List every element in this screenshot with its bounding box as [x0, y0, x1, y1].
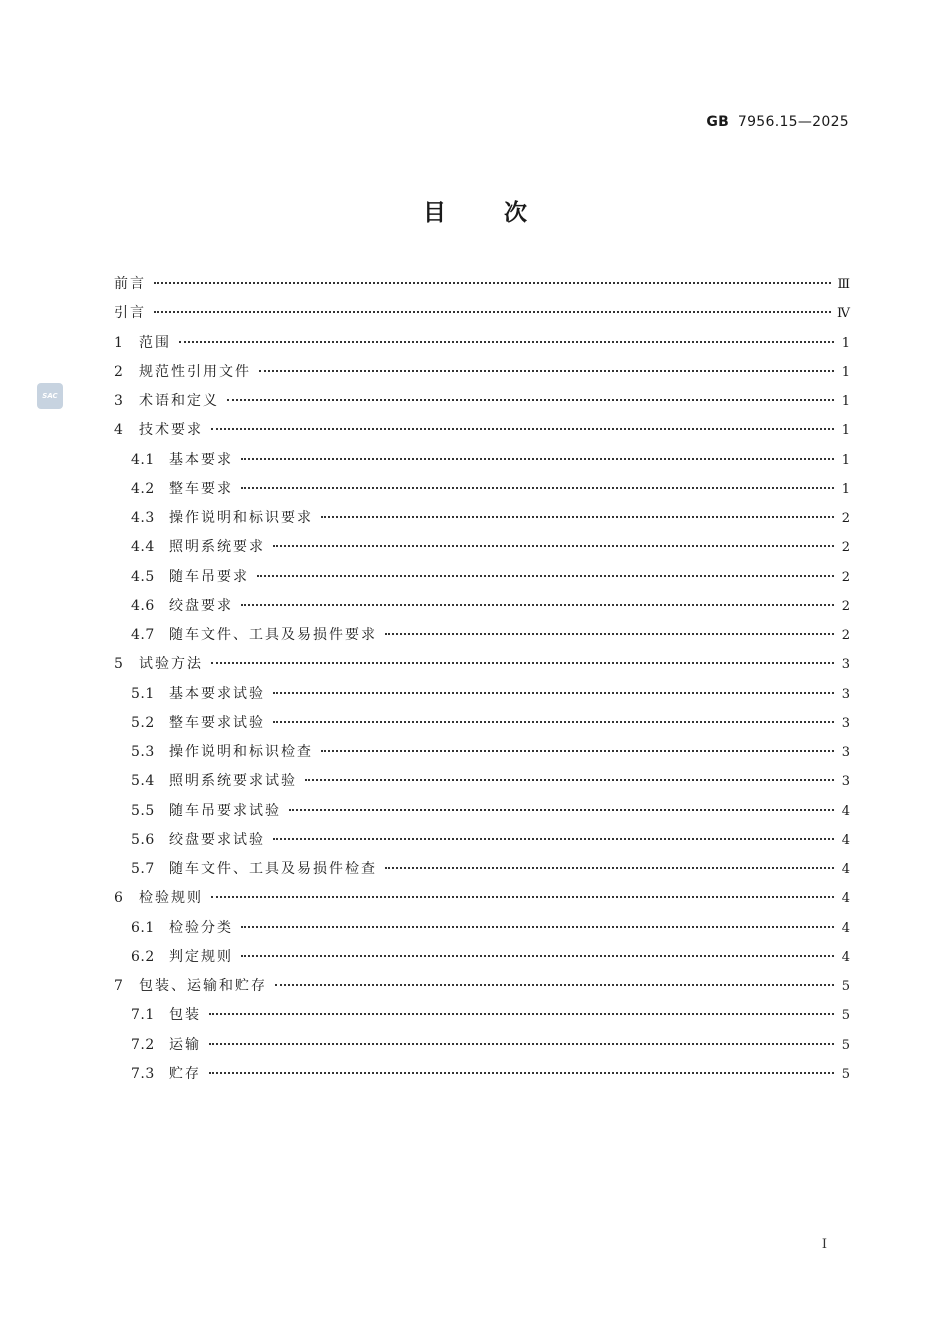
dot-leader [273, 720, 834, 723]
toc-entry-page: 5 [841, 979, 850, 994]
toc-entry-label: 整车要求 [169, 480, 233, 497]
toc-entry-number: 6.1 [131, 919, 155, 936]
standard-number [706, 114, 849, 130]
dot-leader [211, 895, 834, 898]
toc-entry[interactable] [114, 475, 850, 504]
dot-leader [321, 515, 834, 518]
toc-entry-number: 5.7 [131, 861, 155, 877]
dot-leader [179, 340, 834, 343]
dot-leader [289, 808, 834, 811]
toc-entry[interactable] [114, 943, 850, 972]
dot-leader [209, 1012, 834, 1015]
toc-entry-number: 4.1 [131, 451, 155, 468]
toc-entry[interactable] [114, 358, 850, 387]
toc-entry-label: 绞盘要求 [169, 597, 233, 614]
toc-entry[interactable] [114, 446, 850, 475]
toc-entry[interactable] [114, 270, 850, 299]
toc-entry-label: 随车吊要求试验 [169, 802, 281, 819]
toc-entry[interactable] [114, 680, 850, 709]
toc-entry-label: 包装、运输和贮存 [139, 978, 267, 994]
toc-entry-label: 整车要求试验 [169, 714, 265, 731]
toc-entry-number: 5.2 [131, 714, 155, 731]
toc-entry-label: 贮存 [169, 1065, 201, 1082]
toc-entry-number: 7.2 [131, 1036, 155, 1053]
toc-entry-page: 2 [841, 628, 850, 643]
toc-entry-label: 包装 [169, 1007, 201, 1024]
dot-leader [305, 778, 834, 781]
toc-entry-label: 范围 [139, 334, 171, 351]
dot-leader [241, 925, 834, 928]
toc-entry-page: 1 [841, 394, 850, 409]
toc-entry-page: 4 [841, 920, 850, 936]
toc-entry[interactable] [114, 797, 850, 826]
toc-entry-page: 1 [841, 423, 850, 439]
toc-entry[interactable] [114, 1060, 850, 1089]
toc-entry[interactable] [114, 855, 850, 884]
dot-leader [241, 954, 834, 957]
toc-entry-page: 2 [841, 598, 850, 614]
toc-entry-page: 4 [841, 891, 850, 907]
dot-leader [154, 310, 831, 313]
toc-entry[interactable] [114, 884, 850, 913]
toc-entry-number: 4.5 [131, 568, 155, 585]
toc-entry-number: 5.6 [131, 831, 155, 848]
toc-entry-number: 5 [114, 656, 124, 673]
toc-entry[interactable] [114, 650, 850, 679]
toc-entry-number: 4.4 [131, 539, 155, 556]
toc-entry[interactable] [114, 709, 850, 738]
page-title: 目次 [423, 200, 585, 226]
toc-entry[interactable] [114, 387, 850, 416]
toc-entry[interactable] [114, 767, 850, 796]
toc-entry[interactable] [114, 738, 850, 767]
toc-entry-number: 3 [114, 393, 124, 409]
toc-entry-number: 7.3 [131, 1065, 155, 1082]
standard-code: 7956.15—2025 [737, 114, 849, 130]
toc-entry-number: 4.3 [131, 510, 155, 526]
toc-entry[interactable] [114, 329, 850, 358]
toc-entry-number: 1 [114, 334, 124, 351]
toc-entry-page: 1 [841, 335, 850, 351]
toc-entry-label: 运输 [169, 1036, 201, 1053]
toc-entry-page: 3 [841, 774, 850, 790]
toc-entry-number: 5.1 [131, 685, 155, 702]
toc-entry[interactable] [114, 914, 850, 943]
toc-entry[interactable] [114, 504, 850, 533]
toc-entry-page: 2 [841, 569, 850, 585]
toc-entry-page: 4 [841, 949, 850, 965]
dot-leader [241, 603, 834, 606]
toc-entry-page: 1 [841, 452, 850, 468]
toc-entry[interactable] [114, 416, 850, 445]
toc-entry-label: 规范性引用文件 [139, 363, 251, 380]
toc-entry-number: 4.2 [131, 480, 155, 497]
toc-entry-page: 2 [841, 540, 850, 556]
toc-entry-label: 判定规则 [169, 948, 233, 965]
toc-entry-label: 检验规则 [139, 890, 203, 907]
dot-leader [227, 398, 834, 401]
dot-leader [273, 837, 834, 840]
dot-leader [211, 661, 834, 664]
toc-entry-number: 4.6 [131, 597, 155, 614]
dot-leader [209, 1071, 834, 1074]
toc-entry-number: 6 [114, 890, 124, 907]
toc-entry-page: Ⅲ [837, 277, 850, 292]
dot-leader [275, 983, 834, 986]
dot-leader [321, 749, 834, 752]
toc-entry-page: 1 [841, 481, 850, 497]
standard-prefix: GB [706, 114, 730, 130]
dot-leader [241, 457, 834, 460]
dot-leader [385, 866, 834, 869]
dot-leader [209, 1042, 834, 1045]
toc-entry-label: 基本要求 [169, 451, 233, 468]
toc-entry-number: 5.3 [131, 744, 155, 760]
toc-entry-label: 绞盘要求试验 [169, 831, 265, 848]
toc-entry-page: 5 [841, 1066, 850, 1082]
dot-leader [385, 632, 834, 635]
toc-entry[interactable] [114, 592, 850, 621]
toc-entry[interactable] [114, 972, 850, 1001]
toc-entry-label: 基本要求试验 [169, 685, 265, 702]
toc-entry-label: 操作说明和标识要求 [169, 510, 313, 526]
page-folio: Ⅰ [821, 1237, 827, 1252]
toc-entry-number: 6.2 [131, 948, 155, 965]
toc-entry-number: 5.5 [131, 802, 155, 819]
toc-entry-label: 试验方法 [139, 656, 203, 673]
toc-entry-label: 照明系统要求 [169, 539, 265, 556]
toc-entry-number: 2 [114, 363, 124, 380]
dot-leader [273, 544, 834, 547]
toc-entry-page: 3 [841, 745, 850, 760]
toc-entry-label: 引言 [114, 305, 146, 322]
toc-entry-label: 随车吊要求 [169, 568, 249, 585]
toc-entry-page: 3 [841, 715, 850, 731]
toc-entry[interactable] [114, 621, 850, 650]
toc-entry[interactable] [114, 533, 850, 562]
toc-entry-label: 术语和定义 [139, 393, 219, 409]
toc-entry-page: 2 [841, 511, 850, 526]
toc-entry[interactable] [114, 1031, 850, 1060]
toc-entry-number: 5.4 [131, 773, 155, 790]
toc-entry-number: 4.7 [131, 627, 155, 643]
toc-entry-label: 技术要求 [139, 422, 203, 439]
toc-entry[interactable] [114, 826, 850, 855]
toc-entry-page: 4 [841, 803, 850, 819]
toc-entry-number: 7.1 [131, 1007, 155, 1024]
toc-entry-label: 操作说明和标识检查 [169, 744, 313, 760]
toc-entry-number: 4 [114, 422, 124, 439]
toc-entry[interactable] [114, 563, 850, 592]
toc-entry-page: 3 [841, 686, 850, 702]
toc-entry-page: 4 [841, 832, 850, 848]
toc-entry-label: 前言 [114, 276, 146, 292]
toc-entry-label: 照明系统要求试验 [169, 773, 297, 790]
toc-entry-number: 7 [114, 978, 124, 994]
table-of-contents [114, 270, 850, 1089]
dot-leader [257, 574, 834, 577]
toc-entry-label: 随车文件、工具及易损件检查 [169, 861, 377, 877]
toc-entry-label: 检验分类 [169, 919, 233, 936]
toc-entry-page: 1 [841, 364, 850, 380]
toc-entry-page: 4 [841, 862, 850, 877]
toc-entry-page: 5 [841, 1037, 850, 1053]
toc-entry-page: Ⅳ [837, 306, 850, 322]
dot-leader [154, 281, 831, 284]
toc-entry[interactable] [114, 1001, 850, 1030]
toc-entry-page: 3 [841, 657, 850, 673]
dot-leader [211, 427, 834, 430]
sac-logo: SAC [37, 383, 63, 409]
dot-leader [259, 369, 834, 372]
dot-leader [241, 486, 834, 489]
dot-leader [273, 691, 834, 694]
toc-entry[interactable] [114, 299, 850, 328]
toc-entry-page: 5 [841, 1008, 850, 1024]
toc-entry-label: 随车文件、工具及易损件要求 [169, 627, 377, 643]
